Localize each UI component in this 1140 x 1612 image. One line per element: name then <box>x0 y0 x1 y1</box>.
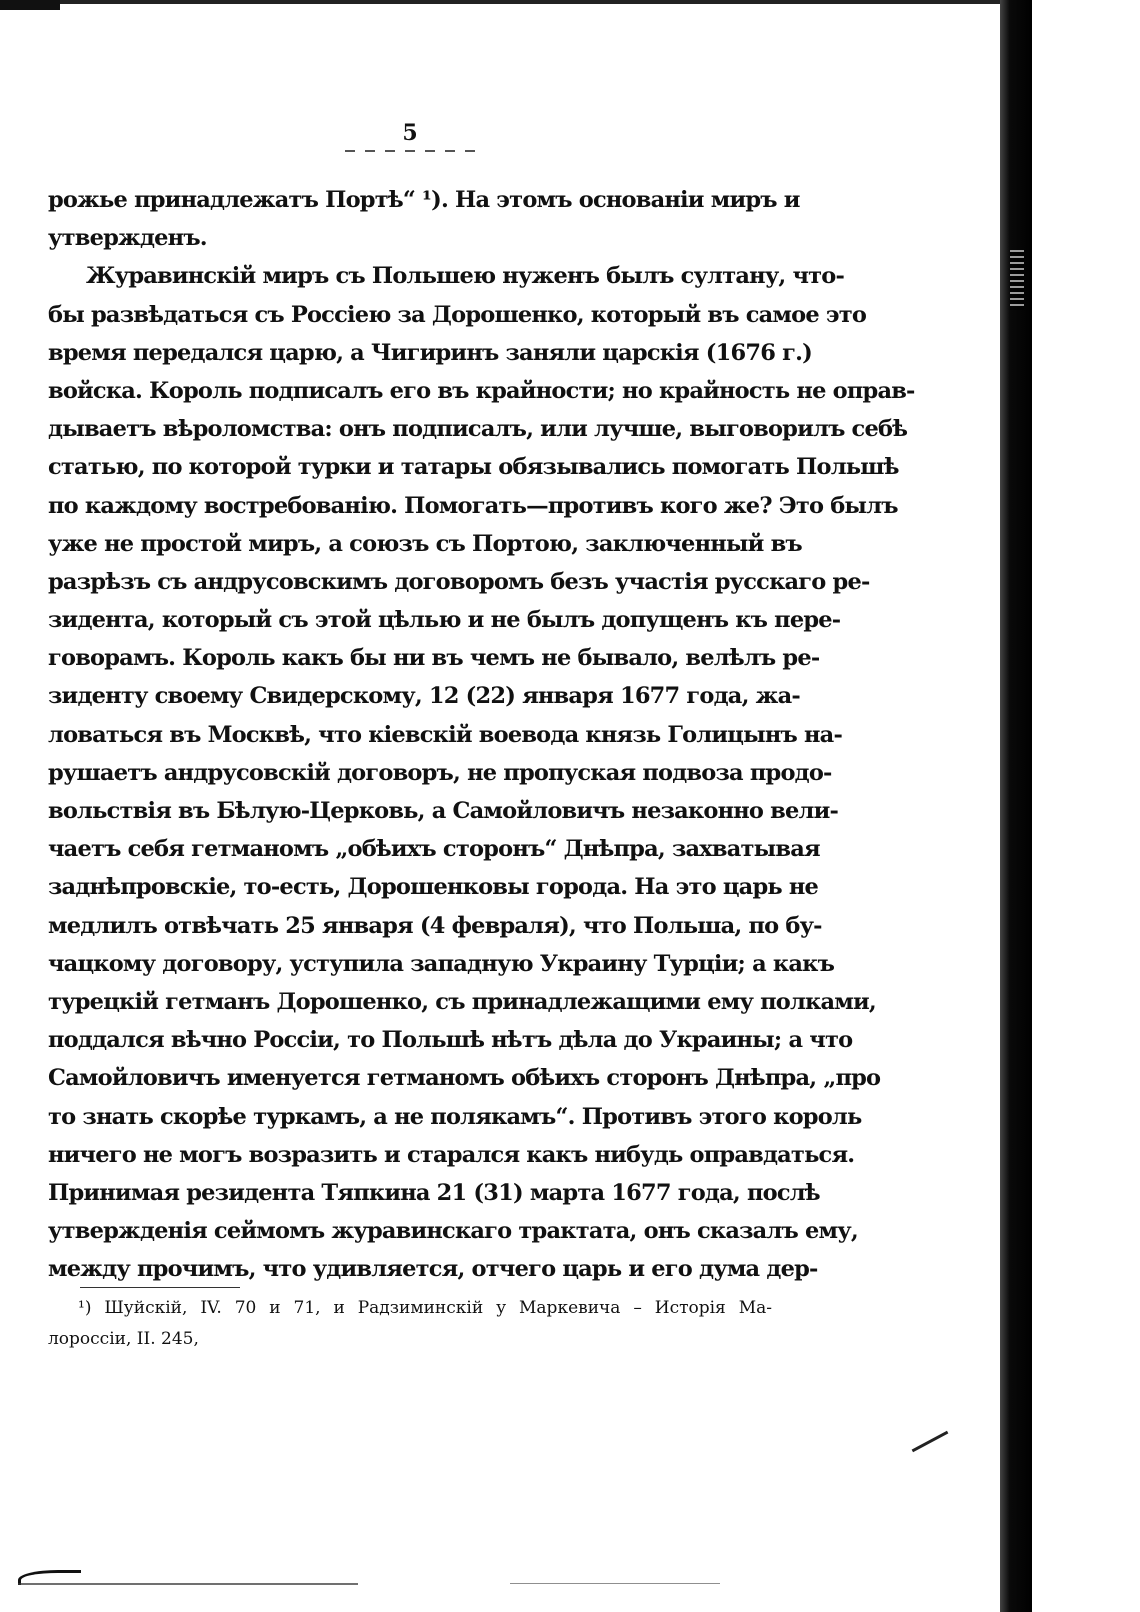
text-line: разрѣзъ съ андрусовскимъ договоромъ безъ участія русскаго ре- <box>48 568 870 595</box>
text-line: Самойловичъ именуется гетманомъ обѣихъ сторонъ Днѣпра, „про <box>48 1065 881 1092</box>
text-line: Принимая резидента Тяпкина 21 (31) марта 1677 года, послѣ <box>48 1179 820 1206</box>
text-line: медлилъ отвѣчать 25 января (4 февраля), что Польша, по бу- <box>48 912 822 939</box>
text-line: вольствія въ Бѣлую-Церковь, а Самойловичъ незаконно вели- <box>48 798 839 824</box>
page-number-underline <box>345 150 475 152</box>
text-line: зиденту своему Свидерскому, 12 (22) января 1677 года, жа- <box>48 683 800 710</box>
footnote-line: лороссіи, II. 245, <box>48 1329 199 1349</box>
text-line: бы развѣдаться съ Россіею за Дорошенко, который въ самое это <box>48 301 867 328</box>
text-line: утвержденъ. <box>48 225 207 252</box>
scan-right-edge-shadow <box>1000 0 1032 1612</box>
text-line: говорамъ. Король какъ бы ни въ чемъ не бывало, велѣлъ ре- <box>48 645 820 672</box>
scan-top-corner-mark <box>0 0 60 10</box>
scan-bottom-line <box>18 1583 358 1585</box>
text-line: зидента, который съ этой цѣлью и не былъ допущенъ къ пере- <box>48 607 841 634</box>
footnote-line: ¹) Шуйскій, IV. 70 и 71, и Радзиминскій у Маркевича – Исторія Ма- <box>78 1298 772 1318</box>
page-number: 5 <box>402 120 418 146</box>
text-line: ничего не могъ возразить и старался какъ нибудь оправдаться. <box>48 1141 855 1168</box>
text-line: турецкій гетманъ Дорошенко, съ принадлежащими ему полками, <box>48 988 876 1015</box>
scan-bottom-line <box>510 1583 720 1584</box>
text-line: Журавинскій миръ съ Польшею нуженъ былъ султану, что- <box>86 263 845 290</box>
text-line: статью, по которой турки и татары обязывались помогать Польшѣ <box>48 454 899 481</box>
text-line: утвержденія сеймомъ журавинскаго трактата, онъ сказалъ ему, <box>48 1218 858 1245</box>
text-line: рожье принадлежатъ Портѣ“ ¹). На этомъ основаніи миръ и <box>48 187 800 213</box>
text-line: между прочимъ, что удивляется, отчего царь и его дума дер- <box>48 1256 818 1283</box>
text-line: дываетъ вѣроломства: онъ подписалъ, или лучше, выговорилъ себѣ <box>48 416 908 443</box>
text-line: поддался вѣчно Россіи, то Польшѣ нѣтъ дѣла до Украины; а что <box>48 1027 853 1054</box>
scan-stray-mark <box>912 1431 949 1452</box>
footnote <box>48 1293 772 1355</box>
text-line: рушаетъ андрусовскій договоръ, не пропуская подвоза продо- <box>48 759 832 786</box>
footnote-rule <box>80 1287 240 1288</box>
body-text <box>48 181 915 1288</box>
text-line: время передался царю, а Чигиринъ заняли царскія (1676 г.) <box>48 339 812 366</box>
text-line: войска. Король подписалъ его въ крайности; но крайность не оправ- <box>48 377 915 404</box>
scan-edge-speckle <box>1010 250 1024 310</box>
text-line: по каждому востребованію. Помогать—противъ кого же? Это былъ <box>48 492 898 519</box>
text-line: то знать скорѣе туркамъ, а не полякамъ“. Противъ этого король <box>48 1103 862 1130</box>
text-line: уже не простой миръ, а союзъ съ Портою, заключенный въ <box>48 530 802 557</box>
text-line: чацкому договору, уступила западную Украину Турціи; а какъ <box>48 950 835 977</box>
text-line: заднѣпровскіе, то-есть, Дорошенковы города. На это царь не <box>48 874 819 901</box>
scan-top-border <box>0 0 1005 4</box>
text-line: чаетъ себя гетманомъ „обѣихъ сторонъ“ Днѣпра, захватывая <box>48 836 820 863</box>
text-line: ловаться въ Москвѣ, что кіевскій воевода князь Голицынъ на- <box>48 721 843 748</box>
